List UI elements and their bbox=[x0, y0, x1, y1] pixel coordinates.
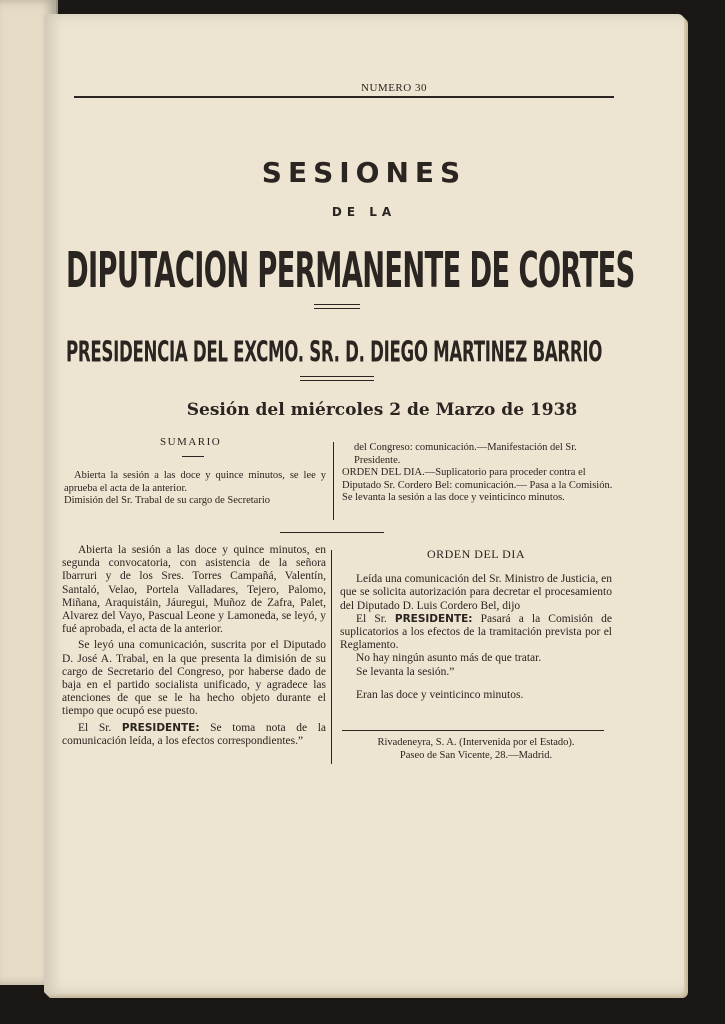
session-date: Sesión del miércoles 2 de Marzo de 1938 bbox=[186, 400, 578, 420]
body-paragraph: Leída una comunicación del Sr. Ministro de Justicia, en que se solicita autorización para decretar el procesamiento del Diputado D. Luis Cordero Bel, dijo bbox=[340, 573, 612, 612]
title-main-wrap bbox=[66, 242, 635, 302]
speaker-name: PRESIDENTE: bbox=[121, 721, 200, 734]
body-paragraph: Eran las doce y veinticinco minutos. bbox=[356, 688, 524, 701]
imprint-rule bbox=[342, 730, 604, 731]
title-de-la: DE LA bbox=[331, 205, 397, 219]
sumario-left bbox=[64, 470, 326, 508]
sumario-right bbox=[342, 442, 614, 505]
body-column-divider bbox=[331, 550, 332, 764]
sumario-left-item: Dimisión del Sr. Trabal de su cargo de Secretario bbox=[64, 495, 270, 506]
imprint-line: Paseo de San Vicente, 28.—Madrid. bbox=[399, 750, 553, 761]
sumario-right-item: ORDEN DEL DIA.—Suplicatorio para proceder contra el Diputado Sr. Cordero Bel: comunicación.— Pasa a la Comisión. bbox=[342, 467, 613, 491]
body-text: Se toma nota de la comunicación leída, a los efectos correspondientes.” bbox=[62, 721, 327, 747]
body-text: El Sr. bbox=[356, 612, 387, 625]
imprint-line: Rivadeneyra, S. A. (Intervenida por el Estado). bbox=[377, 737, 575, 748]
body-paragraph: Se leyó una comunicación, suscrita por el Diputado D. José A. Trabal, en la que presenta la dimisión de su cargo de Secretario del Congreso, por haberse dado de baja en el partido socialista unificado, y agradece las atenciones de que se le ha hecho objeto durante el tiempo que ocupó ese puesto. bbox=[62, 639, 326, 718]
section-rule bbox=[280, 532, 384, 533]
speaker-name: PRESIDENTE: bbox=[394, 612, 473, 625]
sumario-right-item: del Congreso: comunicación.—Manifestación del Sr. Presidente. bbox=[354, 442, 577, 466]
body-right-column bbox=[340, 548, 612, 702]
presidency-divider bbox=[300, 376, 374, 381]
body-text: El Sr. bbox=[78, 721, 112, 734]
orden-del-dia-heading: ORDEN DEL DIA bbox=[426, 547, 526, 561]
issue-number: NUMERO 30 bbox=[361, 82, 427, 94]
presidency-line: PRESIDENCIA DEL EXCMO. SR. D. DIEGO MARTINEZ BARRIO bbox=[66, 336, 603, 369]
printer-imprint bbox=[340, 736, 612, 762]
presidency-wrap bbox=[66, 336, 626, 369]
sumario-left-item: Abierta la sesión a las doce y quince minutos, se lee y aprueba el acta de la anterior. bbox=[64, 470, 326, 494]
body-paragraph: No hay ningún asunto más de que tratar. bbox=[356, 652, 542, 665]
sumario-right-item: Se levanta la sesión a las doce y veinticinco minutos. bbox=[342, 492, 565, 503]
body-text: Pasará a la Comisión de suplicatorios a los efectos de la tramitación prevista por el Reglamento. bbox=[340, 612, 612, 652]
body-paragraph bbox=[340, 613, 612, 653]
body-left-column bbox=[62, 544, 326, 751]
body-paragraph: Se levanta la sesión.” bbox=[356, 665, 455, 678]
document-page bbox=[44, 14, 684, 994]
title-divider bbox=[314, 304, 360, 309]
title-sesiones: SESIONES bbox=[261, 156, 467, 189]
body-paragraph bbox=[62, 722, 326, 748]
sumario-column-divider bbox=[333, 442, 334, 520]
sumario-heading: SUMARIO bbox=[160, 436, 222, 448]
body-paragraph: Abierta la sesión a las doce y quince minutos, en segunda convocatoria, con asistencia de la señora Ibarruri y de los Sres. Torres Campañá, Valentín, Santaló, Velao, Portela Valladares, Tejero, Palomo, Miñana, Araquistáin, Jáuregui, Muñoz de Zafra, Palet, Alvarez del Vayo, Pascual Leone y Lamoneda, se leyó, y fué aprobada, el acta de la anterior. bbox=[62, 544, 326, 636]
title-main: DIPUTACION PERMANENTE DE CORTES bbox=[66, 242, 635, 300]
top-rule bbox=[74, 96, 614, 98]
sumario-rule bbox=[182, 456, 204, 457]
